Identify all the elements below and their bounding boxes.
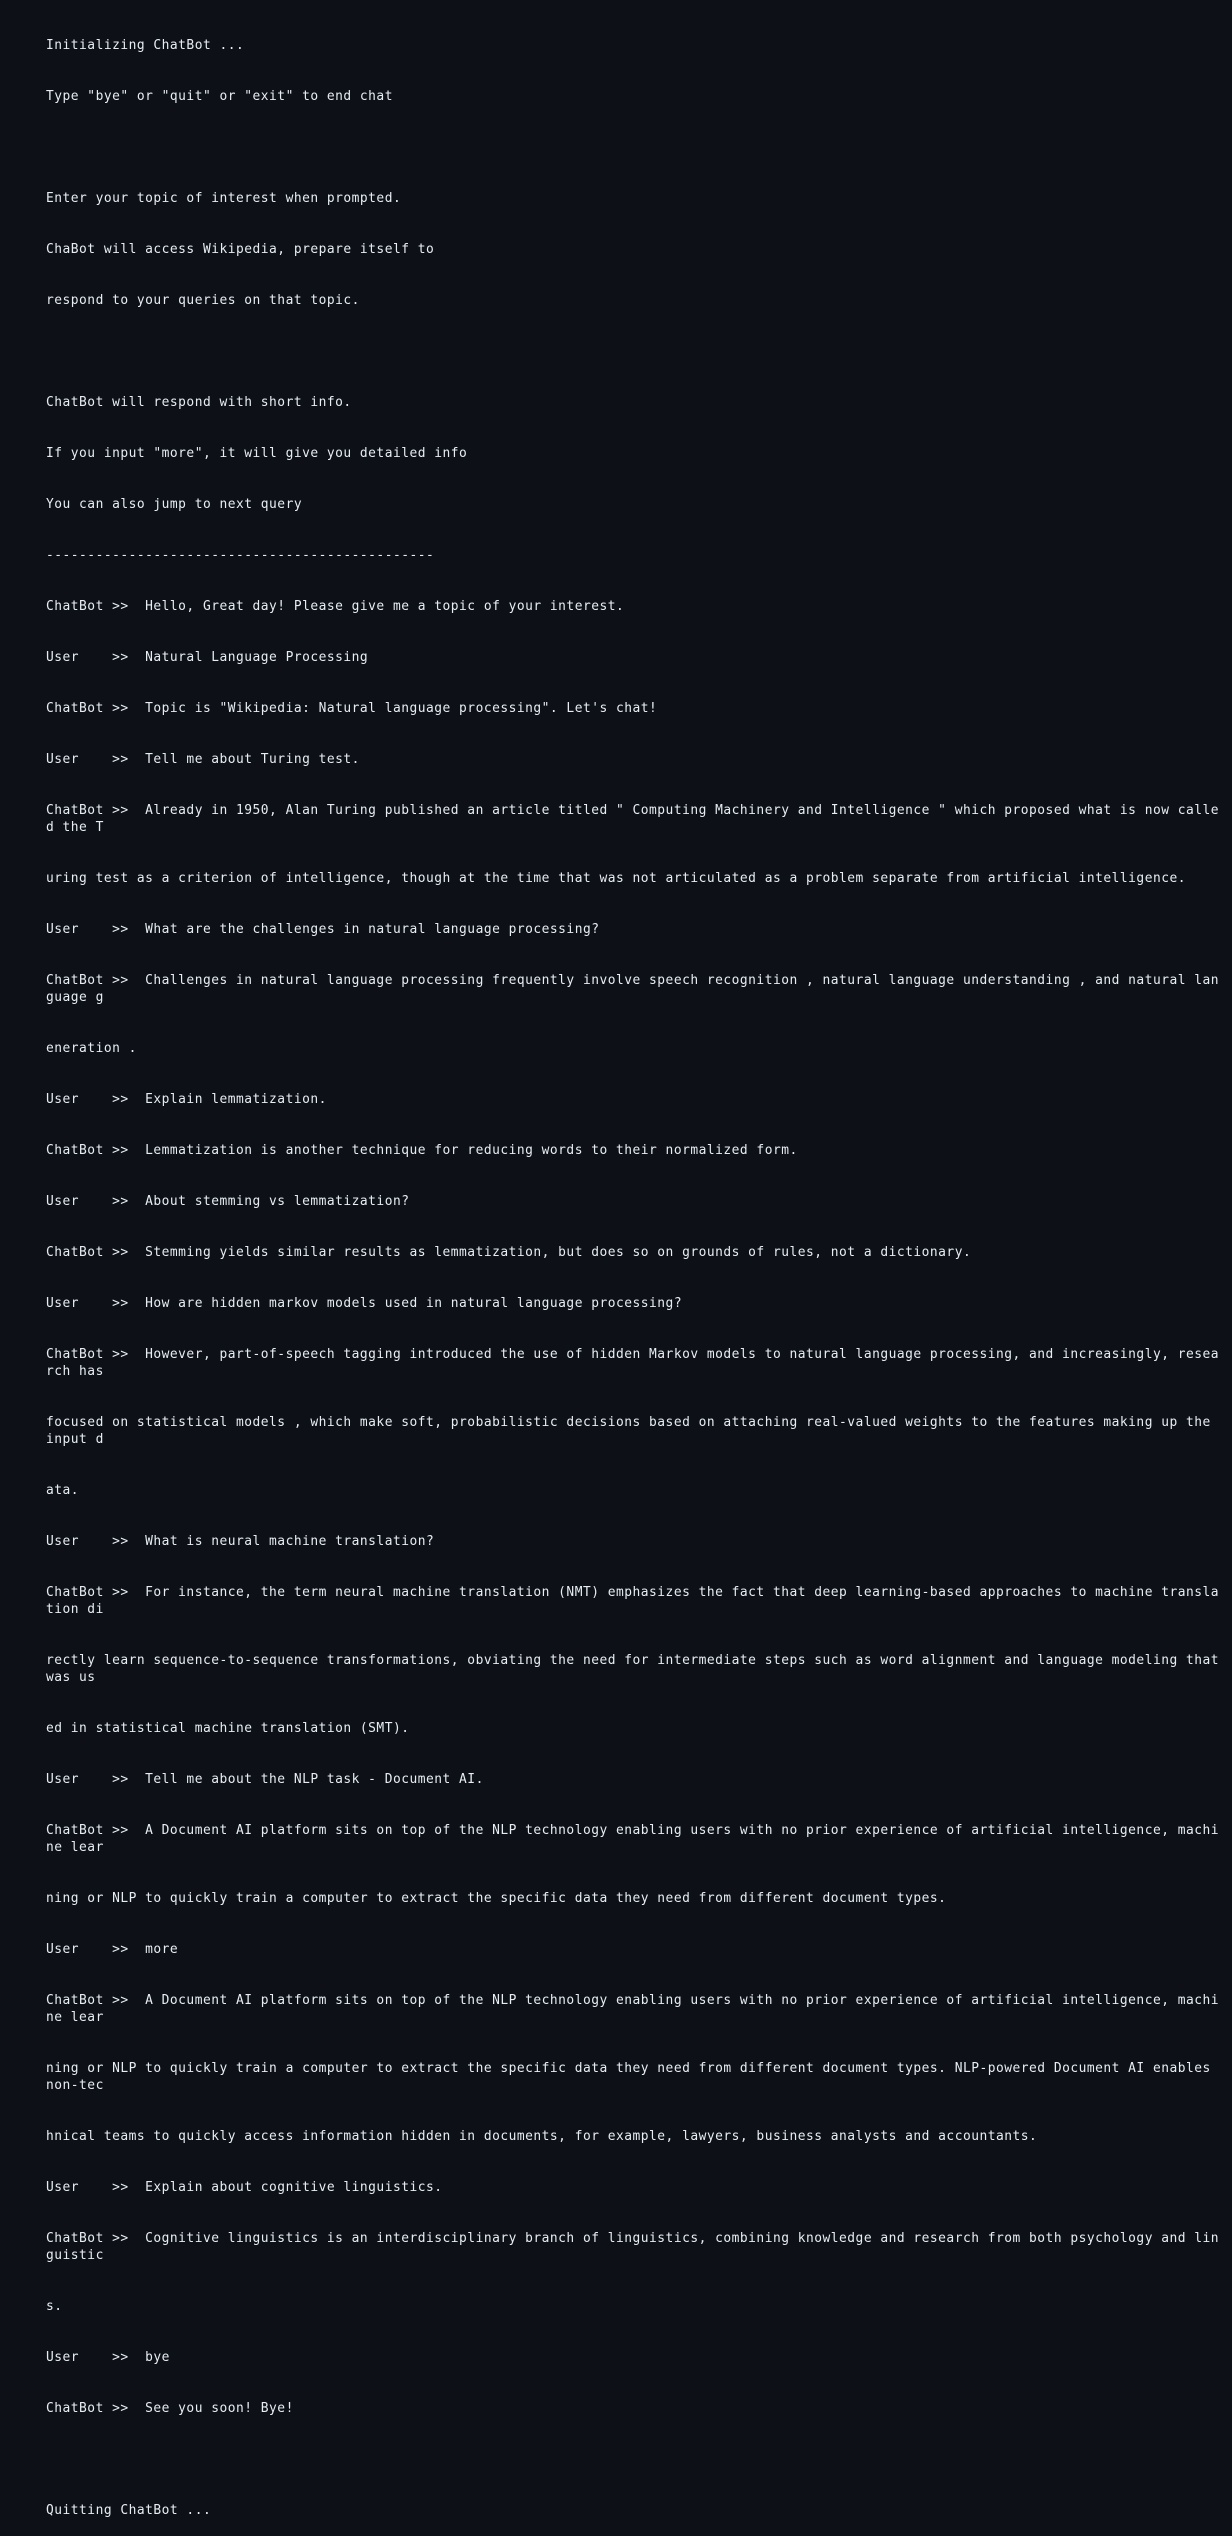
chatbot-message: ChatBot >> Already in 1950, Alan Turing published an article titled " Computing Machinery and Intelligence " which proposed what is now called the T — [46, 803, 1220, 835]
terminal-line — [46, 343, 1226, 360]
chatbot-message: ChatBot >> A Document AI platform sits on top of the NLP technology enabling users with no prior experience of artificial intelligence, machine lear — [46, 1823, 1220, 1855]
chatbot-message: ChatBot >> Cognitive linguistics is an interdisciplinary branch of linguistics, combining knowledge and research from both psychology and linguistic — [46, 2231, 1220, 2263]
chatbot-message-continuation: focused on statistical models , which make soft, probabilistic decisions based on attaching real-valued weights to the features making up the input d — [46, 1415, 1220, 1447]
terminal-line: Quitting ChatBot ... — [46, 2503, 212, 2518]
user-message: User >> Natural Language Processing — [46, 650, 369, 665]
terminal-line: ChatBot will respond with short info. — [46, 395, 352, 410]
user-message: User >> Explain about cognitive linguistics. — [46, 2180, 443, 2195]
terminal-line: ChaBot will access Wikipedia, prepare itself to — [46, 242, 435, 257]
terminal-line: respond to your queries on that topic. — [46, 293, 360, 308]
user-message: User >> How are hidden markov models used in natural language processing? — [46, 1296, 683, 1311]
chatbot-message: ChatBot >> Challenges in natural language processing frequently involve speech recognition , natural language understanding , and natural language g — [46, 973, 1220, 1005]
chatbot-message-continuation: ning or NLP to quickly train a computer to extract the specific data they need from different document types. — [46, 1891, 947, 1906]
user-message: User >> more — [46, 1942, 179, 1957]
chatbot-message: ChatBot >> See you soon! Bye! — [46, 2401, 294, 2416]
user-message: User >> What is neural machine translation? — [46, 1534, 435, 1549]
terminal-line: Type "bye" or "quit" or "exit" to end chat — [46, 89, 393, 104]
chatbot-message: ChatBot >> Hello, Great day! Please give me a topic of your interest. — [46, 599, 625, 614]
user-message: User >> Tell me about Turing test. — [46, 752, 360, 767]
chatbot-message: ChatBot >> However, part-of-speech tagging introduced the use of hidden Markov models to natural language processing, and increasingly, research has — [46, 1347, 1220, 1379]
user-message: User >> Explain lemmatization. — [46, 1092, 327, 1107]
chatbot-message-continuation: uring test as a criterion of intelligence, though at the time that was not articulated as a problem separate from artificial intelligence. — [46, 871, 1186, 886]
chatbot-message: ChatBot >> A Document AI platform sits on top of the NLP technology enabling users with no prior experience of artificial intelligence, machine lear — [46, 1993, 1220, 2025]
chatbot-message: ChatBot >> Stemming yields similar results as lemmatization, but does so on grounds of rules, not a dictionary. — [46, 1245, 972, 1260]
user-message: User >> bye — [46, 2350, 170, 2365]
chatbot-message-continuation: hnical teams to quickly access information hidden in documents, for example, lawyers, business analysts and accountants. — [46, 2129, 1038, 2144]
separator-line: ----------------------------------------------- — [46, 548, 435, 563]
chatbot-message: ChatBot >> For instance, the term neural machine translation (NMT) emphasizes the fact that deep learning-based approaches to machine translation di — [46, 1585, 1220, 1617]
terminal-line: Enter your topic of interest when prompted. — [46, 191, 402, 206]
chatbot-message-continuation: s. — [46, 2299, 63, 2314]
terminal-line: If you input "more", it will give you detailed info — [46, 446, 468, 461]
chatbot-message-continuation: ning or NLP to quickly train a computer to extract the specific data they need from different document types. NLP-powered Document AI enables non-tec — [46, 2061, 1220, 2093]
user-message: User >> What are the challenges in natural language processing? — [46, 922, 600, 937]
chatbot-message-continuation: ed in statistical machine translation (SMT). — [46, 1721, 410, 1736]
user-message: User >> About stemming vs lemmatization? — [46, 1194, 410, 1209]
terminal-line: You can also jump to next query — [46, 497, 303, 512]
chatbot-message-continuation: rectly learn sequence-to-sequence transformations, obviating the need for intermediate steps such as word alignment and language modeling that was us — [46, 1653, 1228, 1685]
terminal-output — [46, 3, 1226, 2536]
chatbot-message-continuation: ata. — [46, 1483, 80, 1498]
terminal-line: Initializing ChatBot ... — [46, 38, 245, 53]
terminal-line — [46, 2451, 1226, 2468]
chatbot-message: ChatBot >> Topic is "Wikipedia: Natural language processing". Let's chat! — [46, 701, 658, 716]
terminal-line — [46, 139, 1226, 156]
chatbot-message-continuation: eneration . — [46, 1041, 137, 1056]
chatbot-message: ChatBot >> Lemmatization is another technique for reducing words to their normalized form. — [46, 1143, 798, 1158]
user-message: User >> Tell me about the NLP task - Document AI. — [46, 1772, 484, 1787]
